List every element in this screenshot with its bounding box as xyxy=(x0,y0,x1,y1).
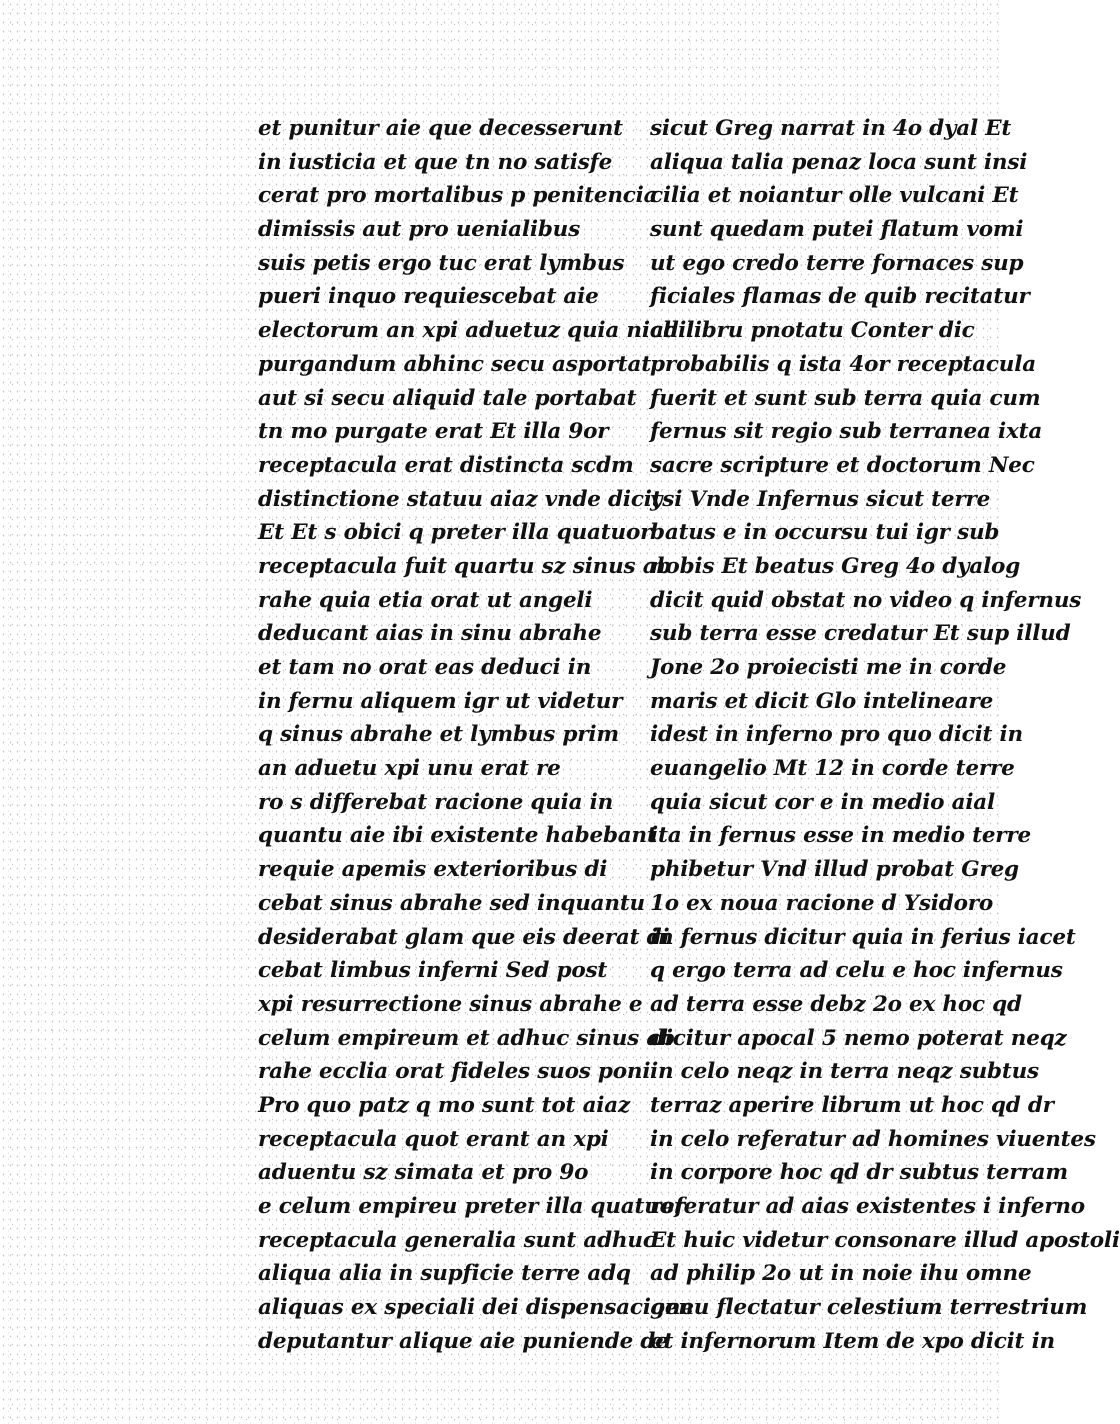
manuscript-line: electorum an xpi aduetuz quia nichil xyxy=(258,318,695,344)
manuscript-line: fernus sit regio sub terranea ixta xyxy=(650,419,1043,445)
manuscript-line: deducant aias in sinu abrahe xyxy=(258,621,602,647)
manuscript-line: maris et dicit Glo intelineare xyxy=(650,688,994,714)
manuscript-line: Jone 2o proiecisti me in corde xyxy=(650,655,1007,680)
manuscript-line: Et huic videtur consonare illud apostoli xyxy=(650,1227,1120,1253)
manuscript-line: in iusticia et que tn no satisfe xyxy=(258,149,613,175)
manuscript-line: aliquas ex speciali dei dispensacione xyxy=(258,1295,694,1321)
manuscript-line: quia sicut cor e in medio aial xyxy=(650,789,996,815)
manuscript-line: et punitur aie que decesserunt xyxy=(258,116,623,141)
manuscript-line: phibetur Vnd illud probat Greg xyxy=(650,857,1019,883)
manuscript-line: in fernu aliquem igr ut videtur xyxy=(258,688,623,714)
manuscript-line: rahe quia etia orat ut angeli xyxy=(258,587,593,613)
manuscript-line: requie apemis exterioribus di xyxy=(258,857,608,883)
manuscript-line: fuerit et sunt sub terra quia cum xyxy=(650,385,1041,411)
manuscript-line: dicit quid obstat no video q infernus xyxy=(650,587,1082,613)
manuscript-line: deputantur alique aie puniende de xyxy=(258,1328,669,1354)
manuscript-line: distinctione statuu aiaz vnde dicit xyxy=(258,486,662,512)
manuscript-line: celum empireum et adhuc sinus ab xyxy=(258,1025,675,1051)
manuscript-line: ysi Vnde Infernus sicut terre xyxy=(650,486,991,512)
manuscript-line: batus e in occursu tui igr sub xyxy=(650,520,1000,546)
manuscript-line: xpi resurrectione sinus abrahe e xyxy=(258,991,643,1017)
manuscript-line: purgandum abhinc secu asportat xyxy=(258,351,651,377)
manuscript-line: sacre scripture et doctorum Nec xyxy=(650,452,1035,478)
manuscript-line: aliqua talia penaz loca sunt insi xyxy=(650,149,1028,175)
manuscript-line: ut ego credo terre fornaces sup xyxy=(650,250,1024,276)
manuscript-line: nobis Et beatus Greg 4o dyalog xyxy=(650,553,1021,579)
manuscript-line: cerat pro mortalibus p penitencia xyxy=(258,183,658,209)
manuscript-line: ficiales flamas de quib recitatur xyxy=(650,284,1030,310)
manuscript-line: ad philip 2o ut in noie ihu omne xyxy=(650,1261,1032,1287)
manuscript-line: idest in inferno pro quo dicit in xyxy=(650,722,1023,748)
manuscript-line: Pro quo patz q mo sunt tot aiaz xyxy=(258,1092,631,1118)
manuscript-line: receptacula fuit quartu sz sinus ab xyxy=(258,553,672,579)
manuscript-line: ita in fernus esse in medio terre xyxy=(650,823,1032,849)
manuscript-line: referatur ad aias existentes i inferno xyxy=(650,1194,1085,1219)
manuscript-line: an aduetu xpi unu erat re xyxy=(258,756,561,782)
manuscript-line: ad libru pnotatu Conter dic xyxy=(650,318,975,344)
manuscript-line: cilia et noiantur olle vulcani Et xyxy=(650,183,1019,209)
manuscript-line: pueri inquo requiescebat aie xyxy=(258,284,599,310)
manuscript-line: in celo referatur ad homines viuentes xyxy=(650,1126,1096,1152)
manuscript-line: receptacula erat distincta scdm xyxy=(258,452,634,478)
manuscript-line: sub terra esse credatur Et sup illud xyxy=(650,621,1071,647)
manuscript-line: probabilis q ista 4or receptacula xyxy=(650,351,1036,377)
manuscript-line: receptacula quot erant an xpi xyxy=(258,1126,609,1152)
manuscript-line: tn mo purgate erat Et illa 9or xyxy=(258,419,609,445)
manuscript-line: q ergo terra ad celu e hoc infernus xyxy=(650,958,1063,984)
manuscript-line: cebat sinus abrahe sed inquantu xyxy=(258,890,645,916)
manuscript-line: dicitur apocal 5 nemo poterat neqz xyxy=(650,1025,1067,1051)
manuscript-line: q sinus abrahe et lymbus prim xyxy=(258,722,619,748)
manuscript-line: sunt quedam putei flatum vomi xyxy=(650,217,1024,243)
manuscript-line: cebat limbus inferni Sed post xyxy=(258,958,608,984)
manuscript-line: Et Et s obici q preter illa quatuor xyxy=(258,520,652,546)
left-text-column xyxy=(258,112,695,1358)
manuscript-line: sicut Greg narrat in 4o dyal Et xyxy=(650,116,1012,141)
manuscript-line: genu flectatur celestium terrestrium xyxy=(650,1295,1088,1321)
right-text-column xyxy=(650,112,1120,1358)
manuscript-line: aut si secu aliquid tale portabat xyxy=(258,385,637,411)
manuscript-line: rahe ecclia orat fideles suos poni xyxy=(258,1059,651,1085)
manuscript-line: in fernus dicitur quia in ferius iacet xyxy=(650,924,1076,950)
manuscript-line: quantu aie ibi existente habebant xyxy=(258,823,657,849)
manuscript-line: ro s differebat racione quia in xyxy=(258,789,614,815)
manuscript-line: et tam no orat eas deduci in xyxy=(258,655,592,680)
manuscript-line: terraz aperire librum ut hoc qd dr xyxy=(650,1092,1054,1118)
manuscript-line: in celo neqz in terra neqz subtus xyxy=(650,1059,1039,1085)
manuscript-line: ad terra esse debz 2o ex hoc qd xyxy=(650,991,1022,1017)
manuscript-line: 1o ex noua racione d Ysidoro xyxy=(650,890,994,916)
manuscript-line: desiderabat glam que eis deerat di xyxy=(258,924,670,950)
manuscript-line: receptacula generalia sunt adhuc xyxy=(258,1227,656,1253)
manuscript-line: dimissis aut pro uenialibus xyxy=(258,217,580,243)
manuscript-line: aduentu sz simata et pro 9o xyxy=(258,1160,589,1186)
manuscript-line: euangelio Mt 12 in corde terre xyxy=(650,756,1015,782)
manuscript-line: e celum empireu preter illa quatuor xyxy=(258,1194,685,1219)
manuscript-line: in corpore hoc qd dr subtus terram xyxy=(650,1160,1068,1186)
manuscript-line: aliqua alia in supficie terre adq xyxy=(258,1261,631,1287)
manuscript-line: et infernorum Item de xpo dicit in xyxy=(650,1328,1055,1354)
manuscript-line: suis petis ergo tuc erat lymbus xyxy=(258,250,625,276)
